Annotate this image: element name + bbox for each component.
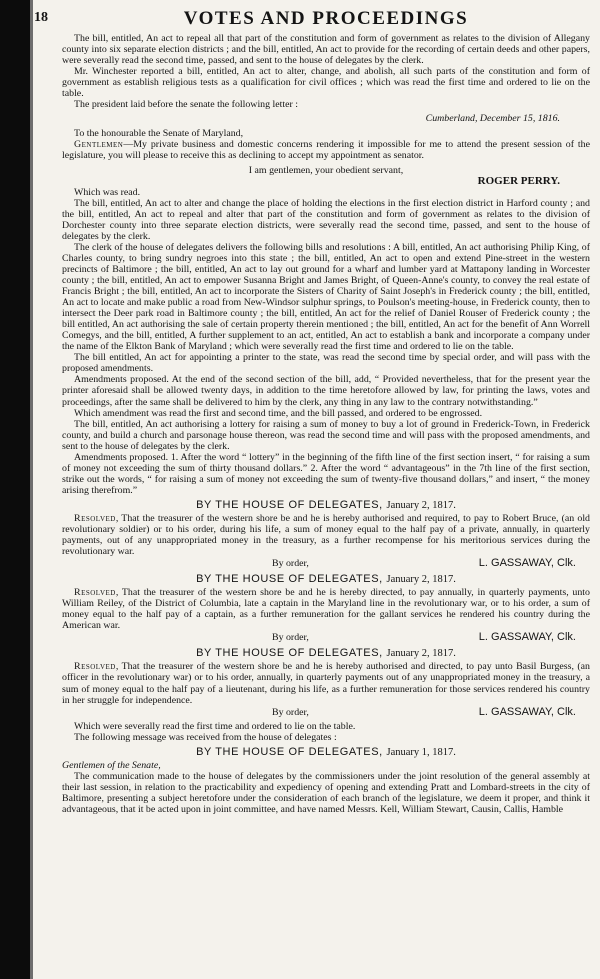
heading-text: BY THE HOUSE OF DELEGATES, [196,745,383,758]
paragraph: The bill, entitled, An act authorising a lottery for raising a sum of money to buy a lot of ground in Frederick-Town, in Frederick county, and build a church and parsonage house thereon, was read the second time and will pass with the proposed amendments, and sent to the house of delegates by the clerk. [62,418,590,452]
letter-dateline: Cumberland, December 15, 1816. [425,113,560,125]
letter-closing: I am gentlemen, your obedient servant, [248,164,404,176]
letter-signature: ROGER PERRY. [477,174,560,187]
heading-date: January 2, 1817. [386,499,456,511]
letter-text: —My private business and domestic concerns rendering it impossible for me to attend the present session of the legislature, you will please to receive this as declining to accept my appointment as senator. [62,139,590,162]
heading-date: January 2, 1817. [386,648,456,660]
gutter-edge [30,0,33,979]
paragraph: The following message was received from the house of delegates : [74,731,337,743]
resolution [62,513,590,557]
letter-body [62,139,590,161]
paragraph: Amendments proposed. 1. After the word “ lottery” in the beginning of the fifth line of the first section insert, “ for raising a sum of money not exceeding the sum of thirty thousand dollars.” 2. After the word “ advantageous” in the 7th line of the first section, strike out the words, “ for raising a sum of money not exceeding the sum of twenty-five thousand dollars,” and insert, “ the money arising therefrom.” [62,451,590,496]
heading-date: January 1, 1817. [386,746,456,758]
resolution-text: , That the treasurer of the western shore be and he is hereby authorised and directed, to pay unto Basil Burgess, (an officer in the revolutionary war) or to his order, annually, in quarterly payments out of any unappropriated money in the treasury, a sum of money equal to the half pay of a lieutenant, during his life, as a further remuneration for those services rendered his country in her struggle for independence. [62,661,590,706]
paragraph: The clerk of the house of delegates delivers the following bills and resolutions : A bill, entitled, An act authorising Philip King, of Charles county, to bring sundry negroes into this state ; the bill, entitled, An act to open and extend Pine-street in the western precincts of Baltimore ; the bill, entitled, An act to lay out ground for a wharf and lumber yard at Mattapony landing in Worcester county ; the bill, entitled, An act to empower Susanna Bright and James Bright, of Queen-Anne's county, to convey the real estate of Francis Bright ; the bill, entitled, An act to incorporate the Sisters of Charity of Saint Joseph's in Frederick county ; the bill, entitled, An act to locate and make public a road from New-Windsor sulphur springs, to Poulson's meeting-house, in Frederick county, then to intersect the Deer park road in Baltimore county ; the bill, entitled, An act for the relief of Daniel Rouser of Frederick county ; the bill entitled, An act authorising the sale of certain property therein mentioned ; the bill, entitled, An act for the benefit of Ann Worrell Comegys, and the bill, entitled, A further supplement to an act, entitled, An act to establish a bank and incorporate a company under the name of the Elkton Bank of Maryland ; which were severally read the first time and ordered to lie on the table. [62,241,590,353]
clerk-signature: L. GASSAWAY, Clk. [478,631,576,644]
resolution-label: Resolved [74,512,116,524]
section-heading [62,574,590,585]
page-number: 18 [34,10,48,25]
resolution-label: Resolved [74,587,116,599]
section-heading [62,500,590,511]
section-heading [62,648,590,659]
resolution-label: Resolved [74,661,116,673]
by-order: By order, [272,706,309,718]
document-body [62,33,590,815]
paragraph: Which were severally read the first time and ordered to lie on the table. [74,720,356,732]
section-heading [62,747,590,758]
paragraph: The bill entitled, An act for appointing a printer to the state, was read the second time by special order, and will pass with the proposed amendments. [62,352,590,375]
heading-text: BY THE HOUSE OF DELEGATES, [196,573,383,586]
heading-text: BY THE HOUSE OF DELEGATES, [196,647,383,660]
letter-address: To the honourable the Senate of Maryland, [74,128,244,140]
by-order: By order, [272,632,309,644]
resolution [62,587,590,631]
heading-text: BY THE HOUSE OF DELEGATES, [196,498,383,511]
order-line [62,707,590,719]
resolution-text: , That the treasurer of the western shore be and he is hereby directed, to pay annually, in quarterly payments, unto William Reiley, of the District of Columbia, late a captain in the Maryland line in the revolutionary war, or to his order, a sum of money equal to the half pay of a captain, as a further remuneration for the gallant services he rendered his country during the American war. [62,587,590,632]
paragraph: Amendments proposed. At the end of the second section of the bill, add, “ Provided nevertheless, that for the present year the printer aforesaid shall be allowed twenty days, in addition to the time heretofore allowed by law, for printing the laws, votes and proceedings, after the same shall be delivered to him by the clerk, any thing in any law to the contrary notwithstanding.” [62,374,590,408]
paragraph: The president laid before the senate the following letter : [74,99,299,111]
binding-gutter [0,0,30,979]
paragraph: The bill, entitled, An act to alter and change the place of holding the elections in the first election district in Harford county ; and the bill, entitled, An act to repeal and alter that part of the constitution and form of government as relates to the division of Dorchester county into three separate election districts, were severally read the second time, passed, and sent to the house of delegates by the clerk. [62,197,590,242]
clerk-signature: L. GASSAWAY, Clk. [478,557,576,570]
paragraph: Which was read. [74,186,141,198]
message-salutation: Gentlemen of the Senate, [62,759,161,771]
paragraph: Mr. Winchester reported a bill, entitled, An act to alter, change, and abolish, all such parts of the constitution and form of government as establish religious tests as a qualification for civil offices ; which was read the first time and ordered to lie on the table. [62,66,590,100]
paragraph: The communication made to the house of delegates by the commissioners under the joint resolution of the general assembly at their last session, in relation to the practicability and expediency of opening and extending Pratt and Lombard-streets in the city of Baltimore, presenting a subject heretofore under the consideration of each branch of the legislature, we deem it proper, and think it advantageous, that it be acted upon in joint committee, and have named Messrs. Kell, William Stewart, Causin, Callis, Hamble [62,770,590,815]
letter-salutation: Gentlemen [74,139,124,151]
clerk-signature: L. GASSAWAY, Clk. [478,705,576,718]
heading-date: January 2, 1817. [386,574,456,586]
paragraph: Which amendment was read the first and second time, and the bill passed, and ordered to be engrossed. [74,407,483,419]
page-header [34,8,590,30]
paragraph: The bill, entitled, An act to repeal all that part of the constitution and form of government as relates to the division of Allegany county into six separate election districts ; and the bill, entitled, An act to provide for the recording of certain deeds and other papers, were severally read the second time, passed, and sent to the house of delegates by the clerk. [62,33,590,67]
by-order: By order, [272,558,309,570]
order-line [62,558,590,570]
resolution-text: , That the treasurer of the western shore be and he is hereby authorised and required, to pay to Robert Bruce, (an old revolutionary soldier) or to his order, during his life, a sum of money equal to the half pay of a private, annually, in quarterly payments, out of any unappropriated money in the treasury, as a further recompense for his meritorious services during the revolutionary war. [62,512,590,558]
running-head: VOTES AND PROCEEDINGS [183,8,469,29]
resolution [62,661,590,705]
order-line [62,632,590,644]
